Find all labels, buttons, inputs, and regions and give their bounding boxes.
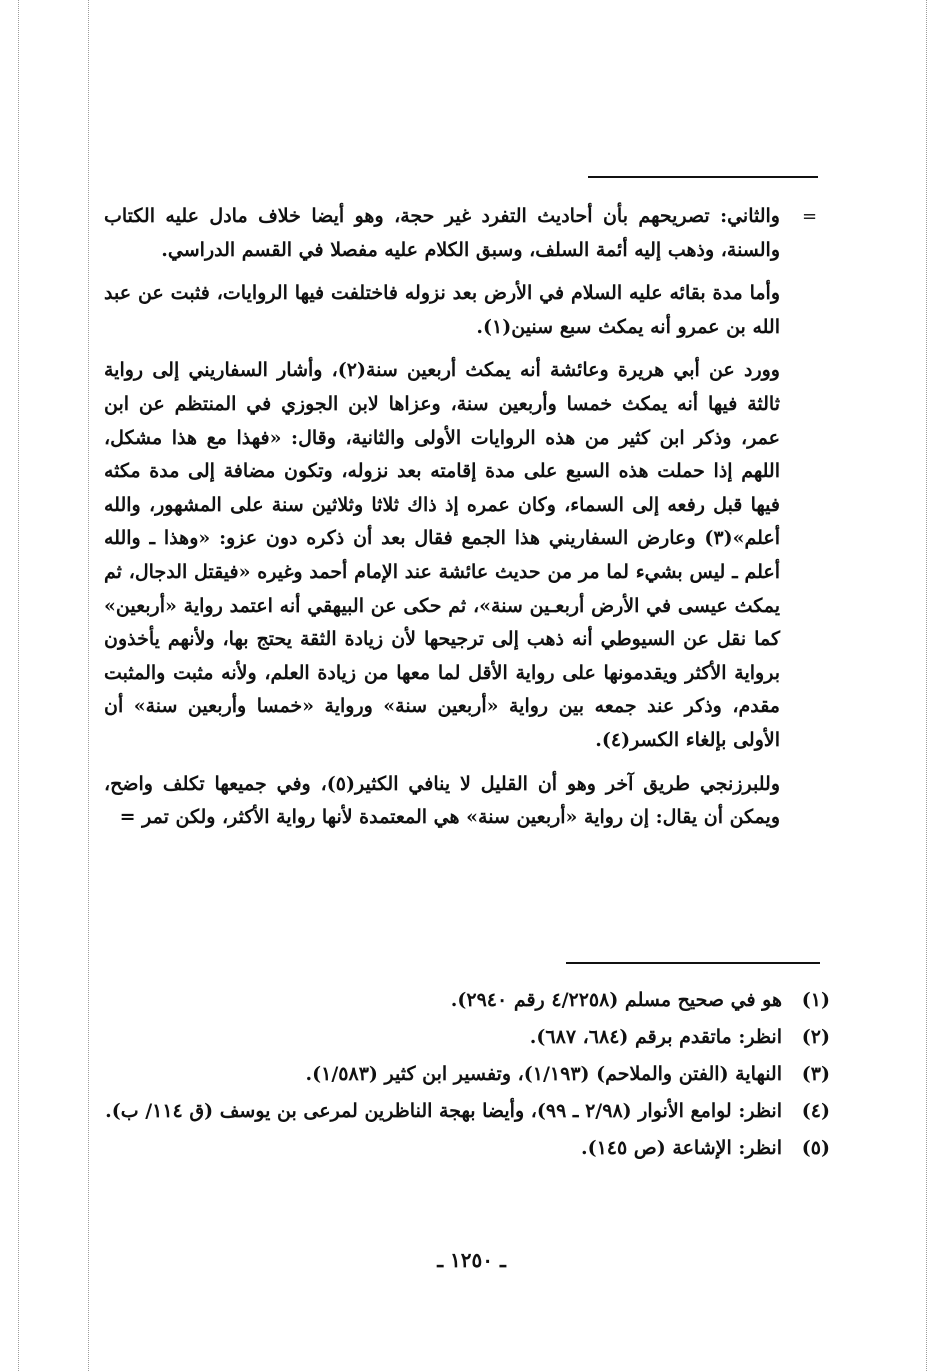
footnote-number: (٣) [801,1063,830,1085]
footnote-5 [60,1130,830,1167]
footnote-1 [60,982,830,1019]
footnote-number: (٢) [801,1026,830,1048]
footnotes [60,982,830,1167]
main-text [104,200,780,835]
footnote-text: هو في صحيح مسلم (٤/٢٢٥٨ رقم ٢٩٤٠). [450,989,782,1011]
footnote-text: انظر: ماتقدم برقم (٦٨٤، ٦٨٧). [529,1026,782,1048]
paragraph-3: وورد عن أبي هريرة وعائشة أنه يمكث أربعين سنة(٢)، وأشار السفاريني إلى رواية ثالثة فيها أنه يمكث خمسا وأربعين سنة، وعزاها لابن الجوزي في المنتظم عن ابن عمر، وذكر ابن كثير من هذه الروايات الأولى والثانية، وقال: «فهذا مع هذا مشكل، اللهم إذا حملت هذه السبع على مدة إقامته بعد نزوله، وتكون مضافة إلى مدة مكثه فيها قبل رفعه إلى السماء، وكان عمره إذ ذاك ثلاثا وثلاثين سنة على المشهور، والله أعلم»(٣) وعارض السفاريني هذا الجمع فقال بعد أن ذكره دون عزو: «وهذا ـ والله أعلم ـ ليس بشيء لما مر من حديث عائشة عند الإمام أحمد وغيره «فيقتل الدجال، ثم يمكث عيسى في الأرض أربعـين سنة»، ثم حكى عن البيهقي أنه اعتمد رواية «أربعين» كما نقل عن السيوطي أنه ذهب إلى ترجيحها لأن زيادة الثقة يحتج بها، ولأنهم يأخذون برواية الأكثر ويقدمونها على رواية الأقل لما معها من زيادة العلم، ولأنه مثبت والمثبت مقدم، وذكر عند جمعه بين رواية «أربعين سنة» ورواية «خمسا وأربعين سنة» أن الأولى بإلغاء الكسر(٤). [104,359,780,751]
continuation-mark-top: = [802,206,818,227]
footnote-number: (١) [801,989,830,1011]
footnote-number: (٤) [801,1100,830,1122]
paragraph-4: وللبرزنجي طريق آخر وهو أن القليل لا ينافي الكثير(٥)، وفي جميعها تكلف واضح، ويمكن أن يقال: إن رواية «أربعين سنة» هي المعتمدة لأنها رواية الأكثر، ولكن تمر = [104,772,780,829]
footnote-separator-rule [566,962,820,964]
page-number: ـ ١٢٥٠ ـ [437,1248,506,1272]
paragraph-1: والثاني: تصريحهم بأن أحاديث التفرد غير حجة، وهو أيضا خلاف مادل عليه الكتاب والسنة، وذهب إليه أئمة السلف، وسبق الكلام عليه مفصلا في القسم الدراسي. [104,205,780,261]
footnote-text: انظر: لوامع الأنوار (٢/٩٨ ـ ٩٩)، وأيضا بهجة الناظرين لمرعى بن يوسف (ق ١١٤/ ب). [105,1100,782,1122]
footnote-2 [60,1019,830,1056]
footnote-number: (٥) [801,1137,830,1159]
top-separator-rule [588,176,818,178]
left-edge-guide [18,0,19,1371]
footnote-text: النهاية (الفتن والملاحم) (١/١٩٣)، وتفسير ابن كثير (١/٥٨٣). [305,1063,782,1085]
footnote-4 [60,1093,830,1130]
footnote-3 [60,1056,830,1093]
paragraph-2: وأما مدة بقائه عليه السلام في الأرض بعد نزوله فاختلفت فيها الروايات، فثبت عن عبد الله بن عمرو أنه يمكث سبع سنين(١). [104,282,780,338]
footnote-text: انظر: الإشاعة (ص ١٤٥). [580,1137,782,1159]
right-edge-guide [926,0,927,1371]
